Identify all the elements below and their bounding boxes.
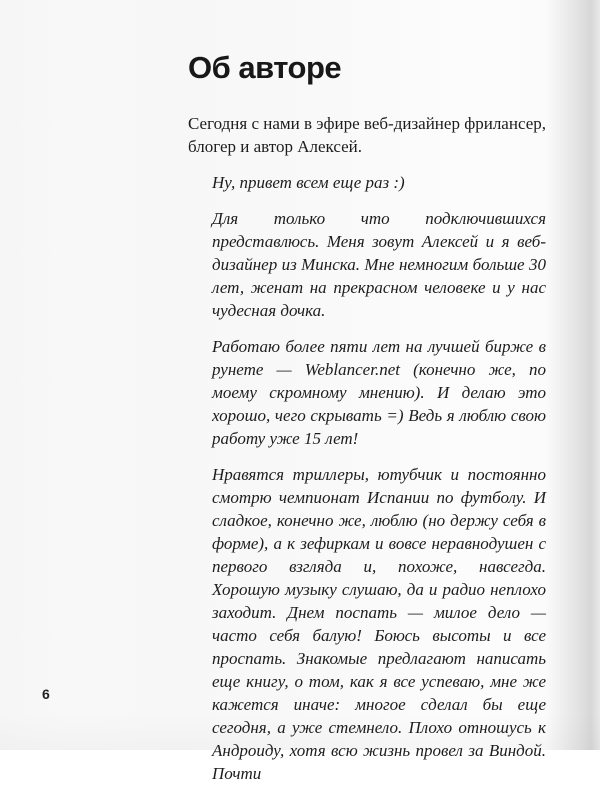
quote-paragraph: Нравятся триллеры, ютубчик и постоянно смотрю чемпионат Испании по футболу. И сладкое, конечно же, люблю (но держу себя в форме), а к зефиркам и вовсе неравнодушен с первого взгляда и, похоже, навсегда. Хорошую музыку слушаю, да и радио неплохо заходит. Днем поспать — милое дело — часто себя балую! Боюсь высоты и все проспать. Знакомые предлагают написать еще книгу, о том, как я все успеваю, мне же кажется иначе: многое сделал бы еще сегодня, а уже стемнело. Плохо отношусь к Андроиду, хотя всю жизнь провел за Виндой. Почти xyxy=(212,465,546,783)
text-column xyxy=(188,52,546,785)
quote-paragraph: Работаю более пяти лет на лучшей бирже в рунете — Weblancer.net (конечно же, по моему скромному мнению). И делаю это хорошо, чего скрывать =) Ведь я люблю свою работу уже 15 лет! xyxy=(212,337,546,448)
chapter-title: Об авторе xyxy=(188,50,342,85)
intro-paragraph: Сегодня с нами в эфире веб-дизайнер фрилансер, блогер и автор Алексей. xyxy=(188,114,546,156)
quote-block xyxy=(212,171,546,785)
page-number: 6 xyxy=(42,686,50,702)
quote-paragraph: Для только что подключившихся представлюсь. Меня зовут Алексей и я веб-дизайнер из Минска. Мне немногим больше 30 лет, женат на прекрасном человеке и у нас чудесная дочка. xyxy=(212,209,546,320)
quote-paragraph: Ну, привет всем еще раз :) xyxy=(212,173,405,192)
